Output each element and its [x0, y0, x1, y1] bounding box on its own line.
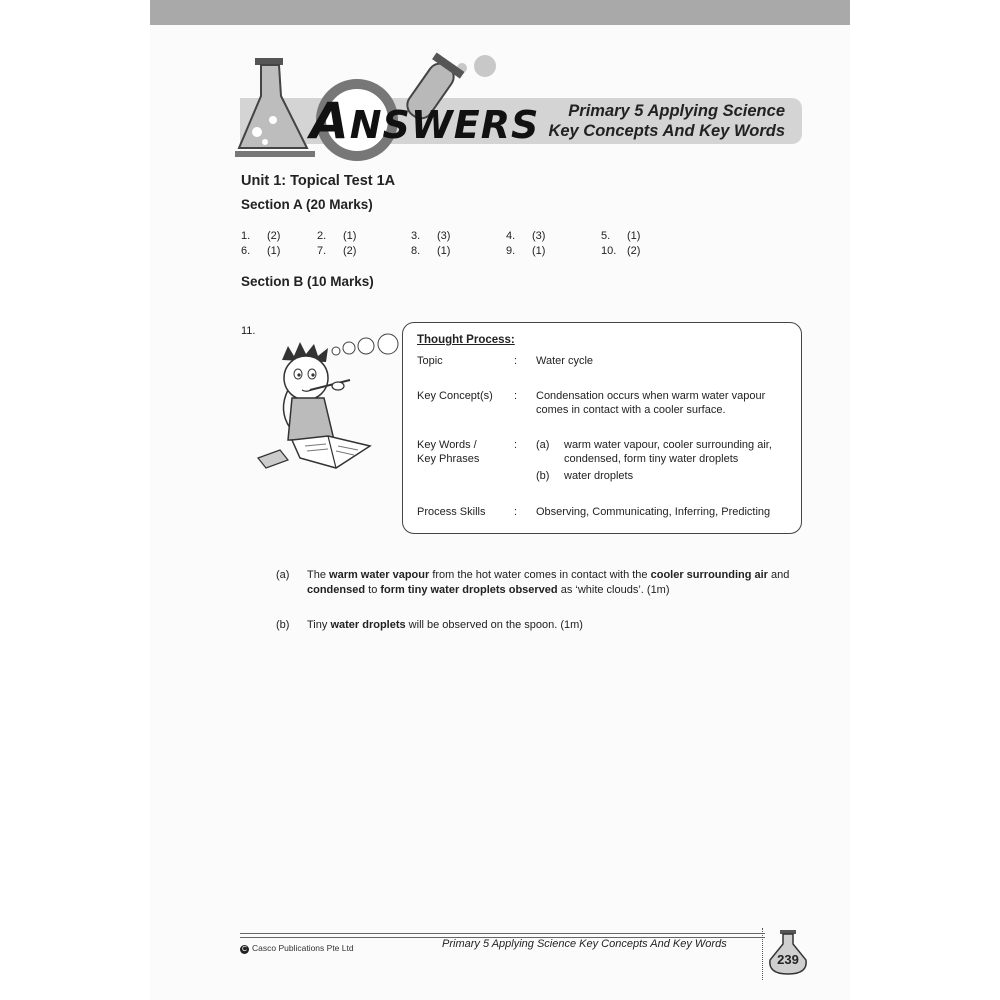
- answer-b-text: [307, 618, 812, 633]
- answer-text: as ‘white clouds’. (1m): [557, 584, 670, 596]
- answer-number: 7.: [317, 245, 327, 257]
- key-words-item-text: warm water vapour, cooler surrounding air, condensed, form tiny water droplets: [564, 439, 772, 465]
- answer-value: (1): [532, 245, 546, 257]
- top-bar: [150, 0, 850, 25]
- section-a-answers: [241, 230, 661, 260]
- answer-value: (2): [627, 245, 641, 257]
- answer-row: [241, 245, 661, 260]
- answer-value: (1): [267, 245, 281, 257]
- answer-number: 3.: [411, 230, 421, 242]
- answer-a-letter: (a): [276, 569, 290, 581]
- answer-number: 9.: [506, 245, 516, 257]
- key-words-item-letter: (b): [536, 470, 550, 482]
- key-words-label: [417, 438, 512, 466]
- answer-number: 6.: [241, 245, 251, 257]
- key-words-label-line1: Key Words /: [417, 439, 477, 451]
- section-a-heading: Section A (20 Marks): [241, 197, 373, 212]
- header-subtitle-line1: Primary 5 Applying Science: [568, 102, 785, 120]
- answer-row: [241, 230, 661, 245]
- key-concept-label: Key Concept(s): [417, 390, 493, 402]
- colon: :: [514, 506, 518, 518]
- answer-number: 5.: [601, 230, 611, 242]
- answer-keyword: form tiny water droplets observed: [380, 584, 558, 596]
- answer-keyword: water droplets: [330, 619, 406, 631]
- copyright-icon: C: [241, 946, 248, 953]
- answer-text: will be observed on the spoon. (1m): [405, 619, 583, 631]
- answer-number: 4.: [506, 230, 516, 242]
- answer-keyword: condensed: [307, 584, 366, 596]
- answers-title-initial: A: [310, 92, 350, 150]
- thought-process-title: Thought Process:: [417, 334, 515, 346]
- answers-title: [310, 92, 539, 150]
- answer-b-letter: (b): [276, 619, 290, 631]
- key-words-item-letter: (a): [536, 439, 550, 451]
- thought-process-box: [402, 322, 802, 534]
- header-subtitle-line2: Key Concepts And Key Words: [548, 122, 785, 140]
- answer-text: from the hot water comes in contact with the: [429, 569, 651, 581]
- answer-text: and: [767, 569, 790, 581]
- process-skills-label: Process Skills: [417, 506, 486, 518]
- answer-a-text: [307, 568, 812, 598]
- answer-number: 8.: [411, 245, 421, 257]
- answer-keyword: warm water vapour: [329, 569, 430, 581]
- answer-number: 10.: [601, 245, 617, 257]
- colon: :: [514, 390, 518, 402]
- answer-text: to: [365, 584, 381, 596]
- topic-label: Topic: [417, 355, 443, 367]
- question-number: 11.: [241, 325, 256, 337]
- unit-heading: Unit 1: Topical Test 1A: [241, 173, 396, 189]
- answer-number: 1.: [241, 230, 251, 242]
- answer-value: (3): [437, 230, 451, 242]
- key-words-item-text: water droplets: [564, 470, 634, 482]
- footer-title: Primary 5 Applying Science Key Concepts And Key Words: [442, 938, 727, 950]
- key-words-item: [536, 438, 798, 466]
- footer-rule: [240, 933, 765, 934]
- process-skills-value: Observing, Communicating, Inferring, Predicting: [536, 506, 771, 518]
- answer-value: (1): [627, 230, 641, 242]
- footer-divider: [762, 928, 763, 980]
- topic-value: Water cycle: [536, 355, 594, 367]
- key-concept-value: Condensation occurs when warm water vapour comes in contact with a cooler surface.: [536, 390, 766, 416]
- answer-value: (2): [343, 245, 357, 257]
- colon: :: [514, 439, 518, 451]
- section-b-heading: Section B (10 Marks): [241, 274, 374, 289]
- key-words-item: [536, 469, 798, 483]
- answer-page: [150, 0, 850, 1000]
- answer-text: The: [307, 569, 330, 581]
- header-subtitle: [535, 101, 785, 141]
- key-words-value: [536, 438, 798, 486]
- answers-title-rest: NSWERS: [349, 103, 540, 147]
- answer-number: 2.: [317, 230, 327, 242]
- answer-value: (3): [532, 230, 546, 242]
- copyright: [240, 943, 354, 954]
- colon: :: [514, 355, 518, 367]
- page-number: 239: [777, 952, 799, 967]
- answer-keyword: cooler surrounding air: [650, 569, 768, 581]
- answer-value: (2): [267, 230, 281, 242]
- answer-value: (1): [437, 245, 451, 257]
- answer-value: (1): [343, 230, 357, 242]
- copyright-text: Casco Publications Pte Ltd: [252, 943, 354, 953]
- key-words-label-line2: Key Phrases: [417, 453, 480, 465]
- student-illustration: [250, 340, 400, 480]
- answer-text: Tiny: [307, 619, 331, 631]
